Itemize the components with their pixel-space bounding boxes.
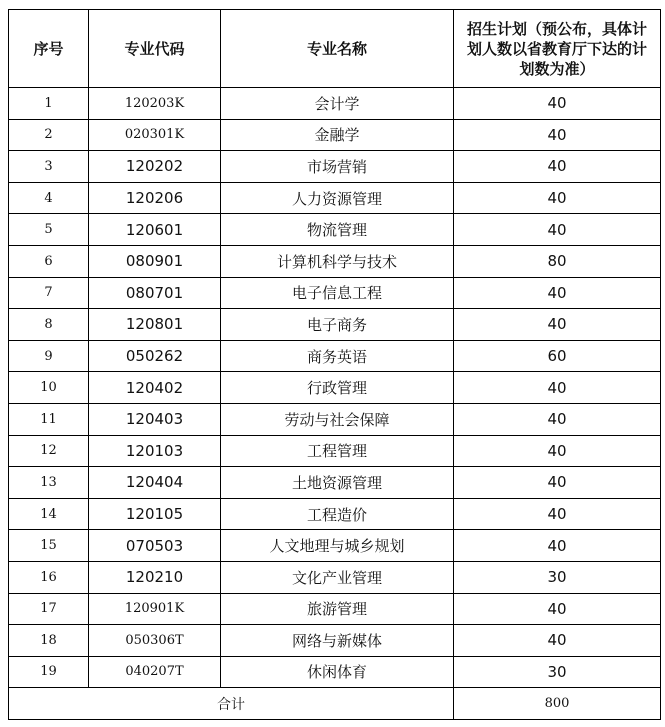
table-row [9, 119, 661, 151]
row-major-code: 050306T [89, 625, 221, 657]
total-value: 800 [454, 688, 661, 720]
row-major-name: 物流管理 [221, 214, 454, 246]
row-index: 13 [9, 467, 89, 499]
row-plan-count: 40 [454, 435, 661, 467]
row-index: 2 [9, 119, 89, 151]
row-plan-count: 30 [454, 656, 661, 688]
row-major-name: 市场营销 [221, 151, 454, 183]
row-major-name: 旅游管理 [221, 593, 454, 625]
row-major-name: 商务英语 [221, 340, 454, 372]
row-index: 18 [9, 625, 89, 657]
row-major-code: 040207T [89, 656, 221, 688]
table-row [9, 435, 661, 467]
row-index: 7 [9, 277, 89, 309]
row-index: 14 [9, 498, 89, 530]
row-major-name: 网络与新媒体 [221, 625, 454, 657]
table-row [9, 625, 661, 657]
row-index: 6 [9, 245, 89, 277]
table-row [9, 561, 661, 593]
row-major-name: 工程造价 [221, 498, 454, 530]
row-major-code: 120202 [89, 151, 221, 183]
row-major-code: 120210 [89, 561, 221, 593]
row-major-code: 120601 [89, 214, 221, 246]
row-index: 12 [9, 435, 89, 467]
row-major-code: 120103 [89, 435, 221, 467]
table-row [9, 530, 661, 562]
table-row [9, 182, 661, 214]
row-plan-count: 40 [454, 88, 661, 120]
table-header-row [9, 10, 661, 88]
row-major-name: 电子商务 [221, 309, 454, 341]
row-plan-count: 40 [454, 119, 661, 151]
table-row [9, 151, 661, 183]
row-plan-count: 40 [454, 372, 661, 404]
table-row [9, 340, 661, 372]
row-major-name: 计算机科学与技术 [221, 245, 454, 277]
row-plan-count: 40 [454, 498, 661, 530]
row-plan-count: 40 [454, 182, 661, 214]
row-index: 3 [9, 151, 89, 183]
row-index: 16 [9, 561, 89, 593]
row-major-code: 120203K [89, 88, 221, 120]
table-row [9, 498, 661, 530]
row-major-name: 劳动与社会保障 [221, 403, 454, 435]
table-body [9, 88, 661, 688]
table-row [9, 88, 661, 120]
row-major-code: 080701 [89, 277, 221, 309]
table-row [9, 245, 661, 277]
row-index: 1 [9, 88, 89, 120]
row-plan-count: 40 [454, 530, 661, 562]
row-plan-count: 40 [454, 593, 661, 625]
row-major-name: 金融学 [221, 119, 454, 151]
enrollment-plan-table [8, 9, 661, 720]
row-major-name: 人力资源管理 [221, 182, 454, 214]
row-plan-count: 40 [454, 467, 661, 499]
row-major-code: 020301K [89, 119, 221, 151]
row-major-code: 120801 [89, 309, 221, 341]
row-plan-count: 40 [454, 625, 661, 657]
row-plan-count: 80 [454, 245, 661, 277]
table-row [9, 656, 661, 688]
row-major-code: 050262 [89, 340, 221, 372]
total-label: 合计 [9, 688, 454, 720]
row-major-code: 070503 [89, 530, 221, 562]
row-plan-count: 40 [454, 403, 661, 435]
table-row [9, 467, 661, 499]
header-plan: 招生计划（预公布，具体计划人数以省教育厅下达的计划数为准） [454, 10, 661, 88]
row-major-code: 120901K [89, 593, 221, 625]
table-row [9, 277, 661, 309]
row-major-name: 行政管理 [221, 372, 454, 404]
row-plan-count: 60 [454, 340, 661, 372]
row-index: 9 [9, 340, 89, 372]
header-name: 专业名称 [221, 10, 454, 88]
table-row [9, 372, 661, 404]
row-index: 17 [9, 593, 89, 625]
row-major-code: 120206 [89, 182, 221, 214]
row-major-name: 休闲体育 [221, 656, 454, 688]
row-major-code: 080901 [89, 245, 221, 277]
row-index: 15 [9, 530, 89, 562]
row-plan-count: 40 [454, 214, 661, 246]
row-index: 11 [9, 403, 89, 435]
table-row [9, 214, 661, 246]
row-major-name: 土地资源管理 [221, 467, 454, 499]
row-plan-count: 40 [454, 277, 661, 309]
row-index: 4 [9, 182, 89, 214]
row-index: 8 [9, 309, 89, 341]
row-plan-count: 30 [454, 561, 661, 593]
table-row [9, 593, 661, 625]
row-major-name: 文化产业管理 [221, 561, 454, 593]
header-index: 序号 [9, 10, 89, 88]
table-row [9, 403, 661, 435]
table-row [9, 309, 661, 341]
row-major-name: 人文地理与城乡规划 [221, 530, 454, 562]
total-row [9, 688, 661, 720]
row-plan-count: 40 [454, 151, 661, 183]
row-index: 5 [9, 214, 89, 246]
row-plan-count: 40 [454, 309, 661, 341]
row-major-code: 120105 [89, 498, 221, 530]
row-major-name: 会计学 [221, 88, 454, 120]
row-index: 10 [9, 372, 89, 404]
row-major-name: 电子信息工程 [221, 277, 454, 309]
header-code: 专业代码 [89, 10, 221, 88]
row-index: 19 [9, 656, 89, 688]
row-major-name: 工程管理 [221, 435, 454, 467]
row-major-code: 120404 [89, 467, 221, 499]
row-major-code: 120403 [89, 403, 221, 435]
row-major-code: 120402 [89, 372, 221, 404]
